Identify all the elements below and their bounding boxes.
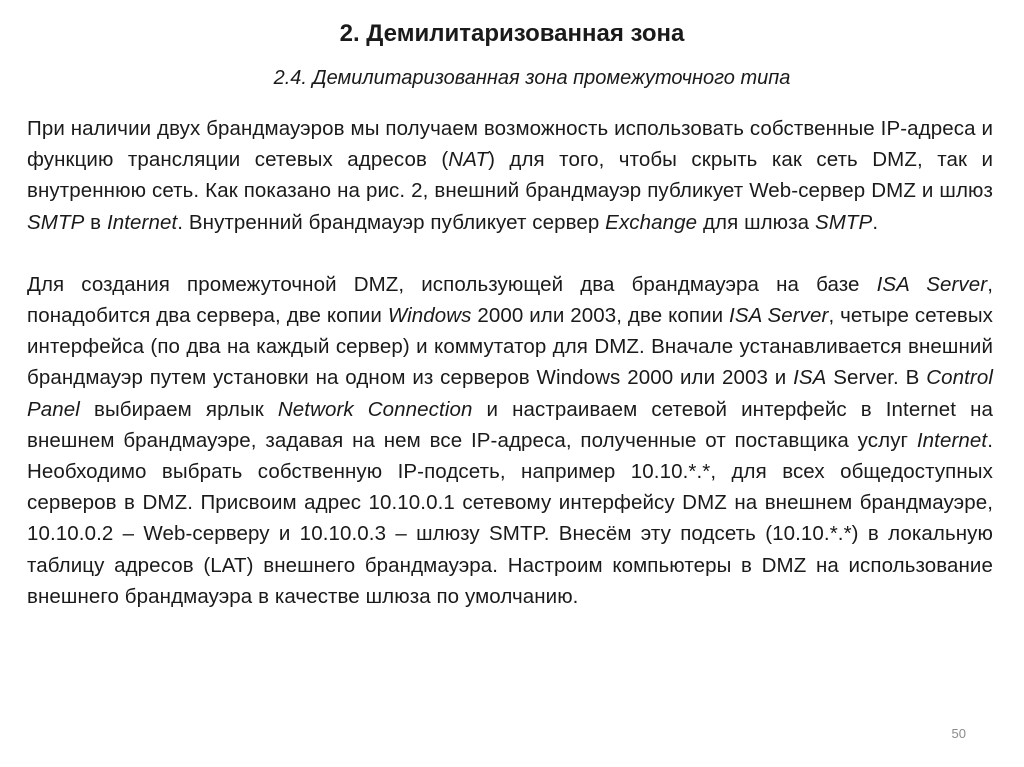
italic-term: Internet: [106, 210, 178, 234]
text-run: Server. В: [826, 366, 927, 390]
text-run: Для создания промежуточной DMZ, использующей два брандмауэра на базе: [27, 272, 877, 296]
text-run: . Необходимо выбрать собственную IP-подсеть, например 10.10.*.*, для всех общедоступных серверов в DMZ. Присвоим адрес 10.10.0.1 сетевому интерфейсу DMZ на внешнем брандмауэре, 10.10.0.2 – Web-серверу и 10.10.0.3 – шлюзу SMTP. Внесём эту подсеть (10.10.*.*) в локальную таблицу адресов (LAT) внешнего брандмауэра. Настроим компьютеры в DMZ на использование внешнего брандмауэра в качестве шлюза по умолчанию.: [27, 428, 993, 608]
text-run: При наличии двух брандмауэров мы получаем возможность использовать собственные IP-адреса и функцию трансляции сетевых адресов (: [27, 117, 993, 172]
italic-term: Windows: [387, 304, 472, 328]
text-run: .: [872, 210, 879, 234]
text-run: . Внутренний брандмауэр публикует сервер: [177, 210, 606, 234]
italic-term: Control Panel: [27, 366, 993, 421]
italic-term: ISA Server: [729, 304, 829, 328]
page-number: 50: [951, 726, 966, 741]
text-run: для шлюза: [697, 210, 815, 234]
text-run: , четыре сетевых интерфейса (по два на каждый сервер) и коммутатор для DMZ. Вначале устанавливается внешний брандмауэр путем установки на одном из серверов Windows 2000 или 2003 и: [27, 304, 994, 390]
text-run: в: [84, 210, 107, 234]
text-run: ) для того, чтобы скрыть как сеть DMZ, так и внутреннюю сеть. Как показано на рис. 2, внешний брандмауэр публикует Web-сервер DMZ и шлюз: [27, 148, 993, 203]
text-run: 2000 или 2003, две копии: [471, 304, 730, 328]
slide-title: 2. Демилитаризованная зона: [339, 20, 685, 47]
italic-term: Internet: [916, 428, 988, 452]
slide-body: [27, 113, 993, 612]
text-run: выбираем ярлык: [79, 397, 278, 421]
paragraph: [27, 113, 993, 238]
italic-term: ISA: [793, 366, 827, 390]
paragraph: [27, 269, 993, 612]
italic-term: NAT: [448, 148, 489, 172]
text-run: и настраиваем сетевой интерфейс в Internet на внешнем брандмауэре, задавая на нем все IP-адреса, полученные от поставщика услуг: [27, 397, 994, 452]
italic-term: SMTP: [814, 210, 873, 234]
italic-term: SMTP: [27, 210, 85, 234]
italic-term: Exchange: [605, 210, 698, 234]
text-run: , понадобится два сервера, две копии: [27, 272, 993, 328]
italic-term: ISA Server: [876, 272, 988, 296]
italic-term: Network Connection: [277, 397, 473, 421]
slide-subtitle: 2.4. Демилитаризованная зона промежуточного типа: [273, 67, 791, 89]
